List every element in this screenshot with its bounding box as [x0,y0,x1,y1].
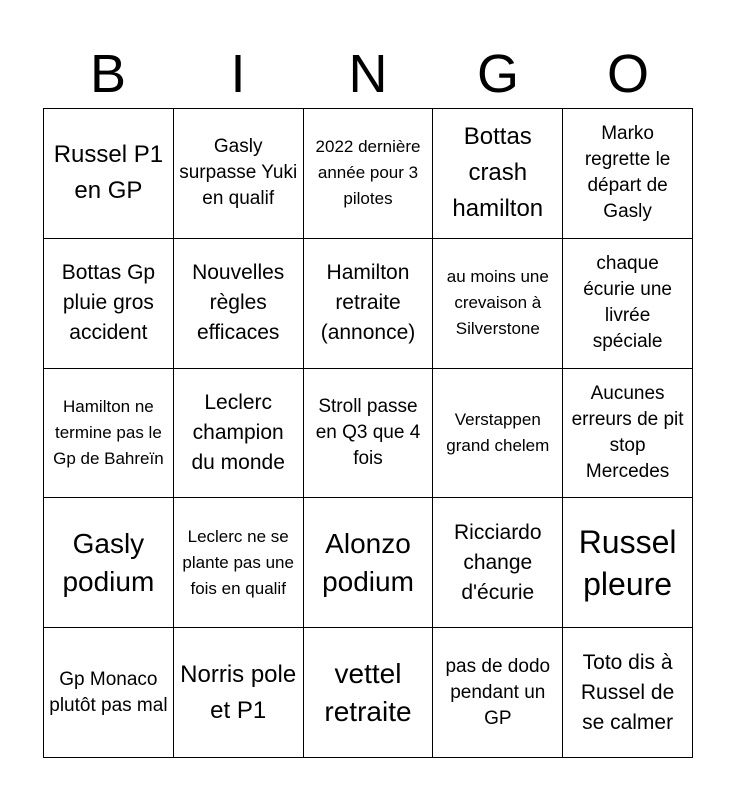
bingo-cell[interactable] [433,109,563,239]
bingo-cell[interactable] [44,369,174,499]
bingo-cell[interactable] [174,239,304,369]
bingo-cell[interactable] [174,498,304,628]
bingo-cell[interactable] [433,369,563,499]
cell-text: Verstappen grand chelem [446,409,550,455]
cell-text: Norris pole et P1 [180,660,297,724]
cell-text: Alonzo podium [322,527,414,597]
bingo-header [43,40,693,108]
cell-text: Bottas Gp pluie gros accident [61,261,156,345]
bingo-cell[interactable] [304,109,434,239]
bingo-cell[interactable] [304,628,434,758]
bingo-cell[interactable] [433,239,563,369]
cell-text: Russel P1 en GP [53,141,164,205]
cell-text: pas de dodo pendant un GP [445,655,551,729]
bingo-cell[interactable] [563,628,693,758]
header-letter-g: G [476,44,519,104]
cell-text: Russel pleure [578,523,677,602]
cell-text: Aucunes erreurs de pit stop Mercedes [571,382,684,482]
cell-text: Hamilton ne termine pas le Gp de Bahreïn [53,396,164,468]
bingo-cell[interactable] [563,498,693,628]
cell-text: chaque écurie une livrée spéciale [583,253,672,353]
bingo-cell[interactable] [174,628,304,758]
cell-text: Gasly podium [62,527,155,597]
cell-text: 2022 dernière année pour 3 pilotes [315,137,421,209]
bingo-cell[interactable] [433,628,563,758]
bingo-cell[interactable] [44,109,174,239]
bingo-grid [43,108,693,758]
header-letter-b: B [89,44,127,104]
cell-text: Gp Monaco plutôt pas mal [49,668,168,716]
cell-text: Stroll passe en Q3 que 4 fois [315,395,421,469]
bingo-cell[interactable] [563,369,693,499]
bingo-cell[interactable] [174,369,304,499]
bingo-cell[interactable] [44,498,174,628]
cell-text: vettel retraite [324,657,412,727]
bingo-cell[interactable] [304,239,434,369]
header-letter-i: I [230,44,246,104]
cell-text: Hamilton retraite (annonce) [320,261,416,345]
bingo-cell[interactable] [44,628,174,758]
header-letter-o: O [606,44,649,104]
cell-text: Leclerc champion du monde [191,390,285,474]
bingo-cell[interactable] [304,498,434,628]
cell-text: Toto dis à Russel de se calmer [580,650,675,734]
bingo-cell[interactable] [304,369,434,499]
cell-text: Gasly surpasse Yuki en qualif [179,136,298,210]
cell-text: Ricciardo change d'écurie [454,520,542,604]
bingo-cell[interactable] [174,109,304,239]
cell-text: au moins une crevaison à Silverstone [446,267,549,339]
cell-text: Bottas crash hamilton [452,123,544,223]
cell-text: Nouvelles règles efficaces [192,261,285,345]
cell-text: Marko regrette le départ de Gasly [584,123,671,223]
cell-text: Leclerc ne se plante pas une fois en qualif [182,526,294,598]
bingo-cell[interactable] [563,109,693,239]
header-letter-n: N [348,44,388,104]
bingo-cell[interactable] [563,239,693,369]
bingo-cell[interactable] [433,498,563,628]
bingo-cell[interactable] [44,239,174,369]
